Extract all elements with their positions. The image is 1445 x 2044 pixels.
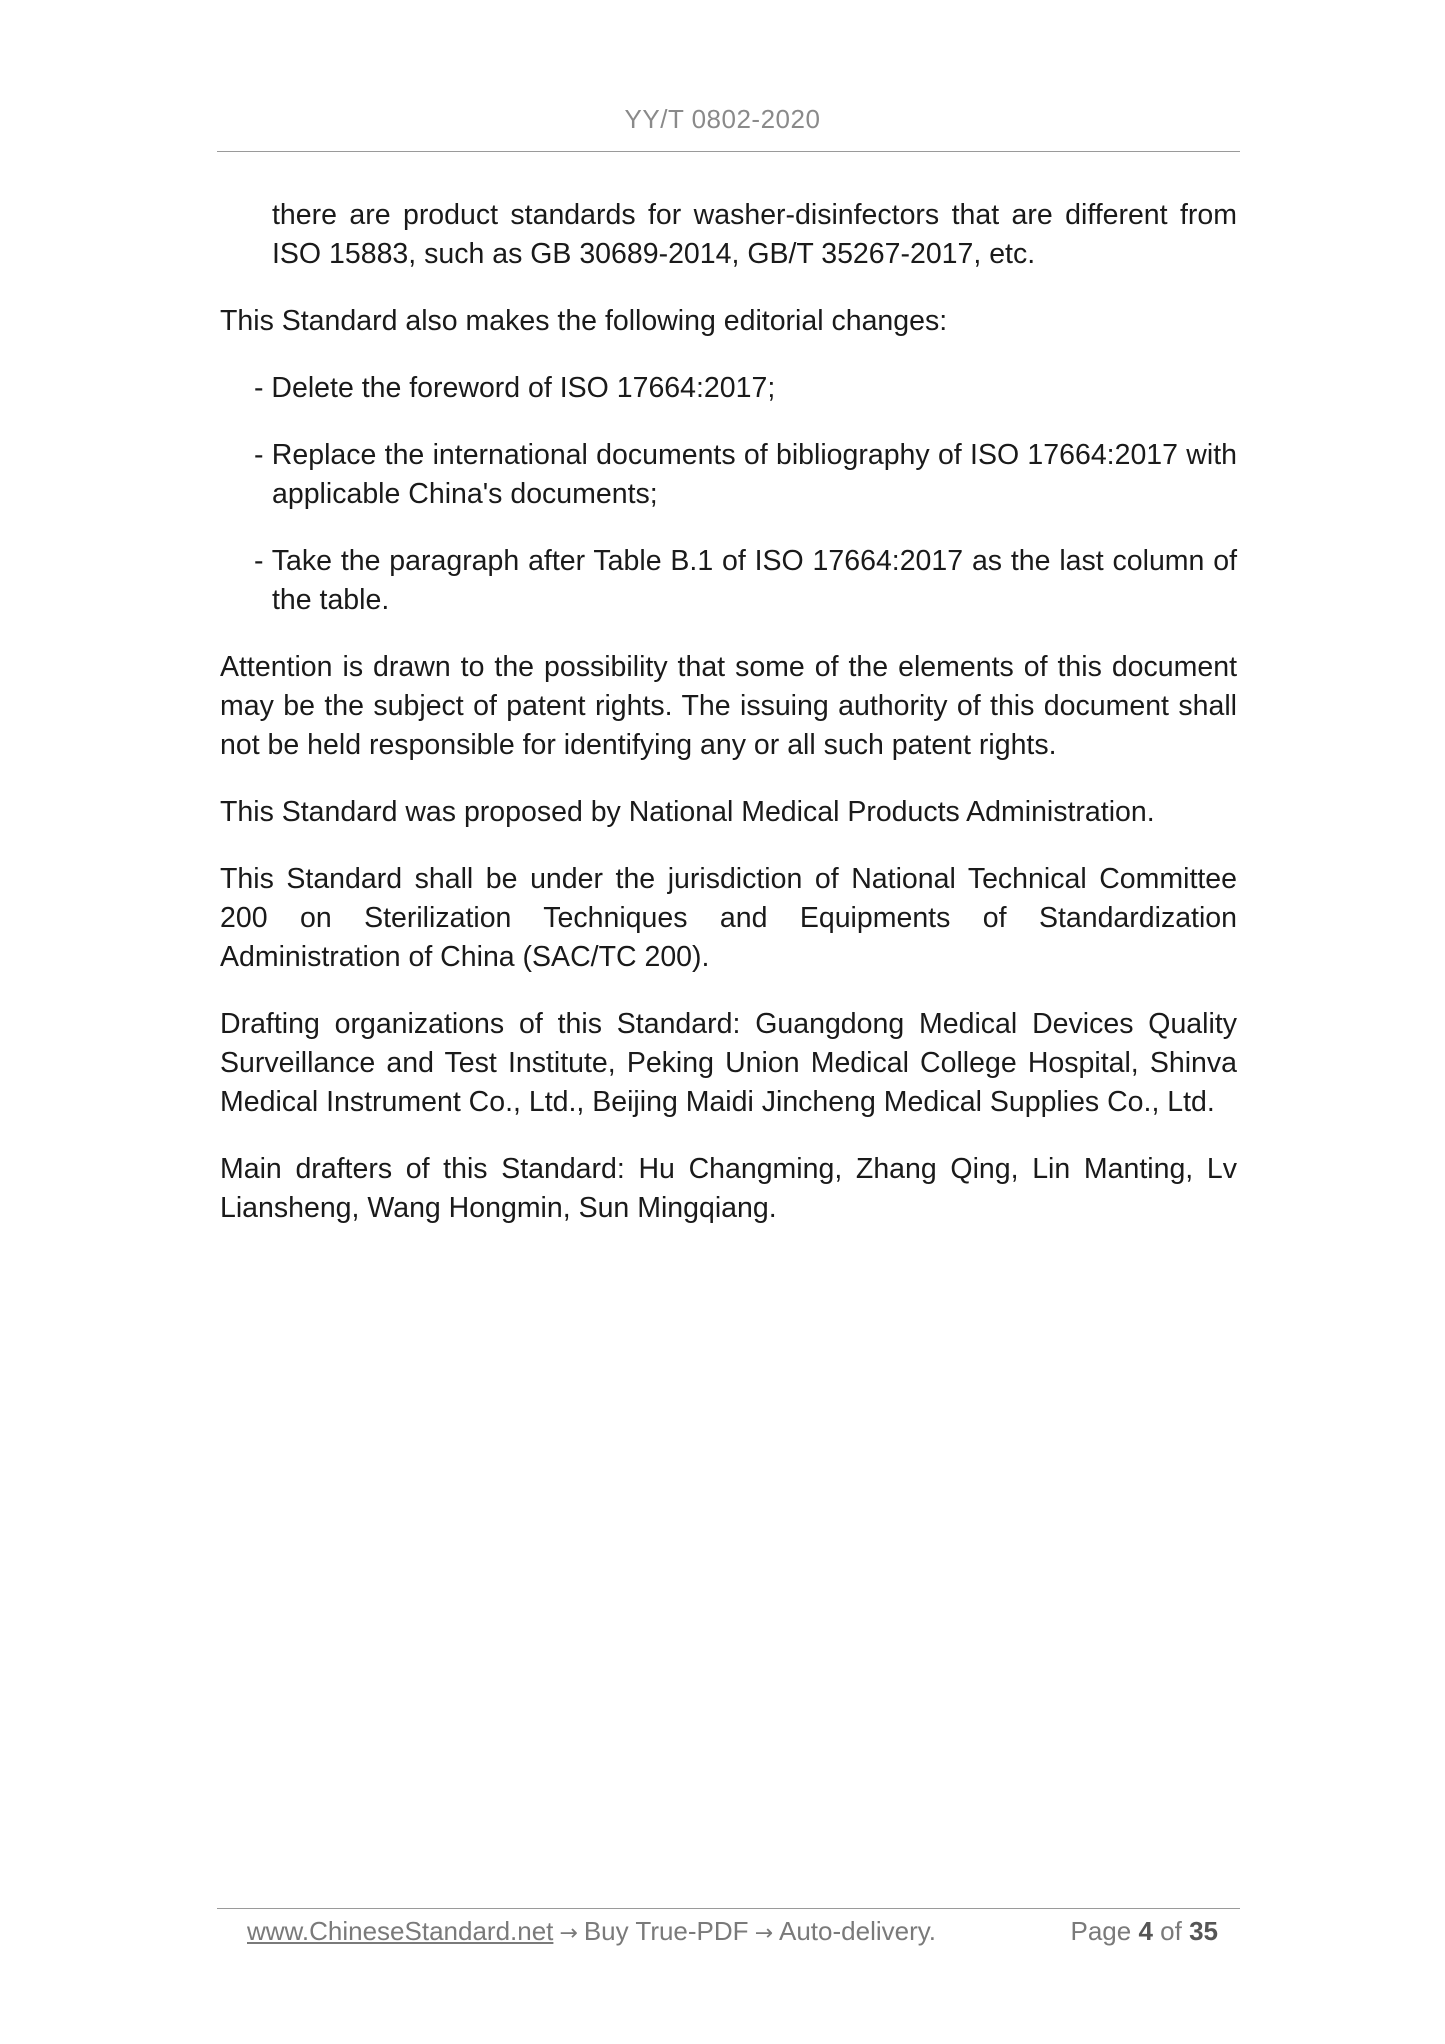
website-link[interactable]: www.ChineseStandard.net (247, 1916, 554, 1946)
page-label: Page (1070, 1916, 1132, 1946)
page-indicator (1070, 1913, 1218, 1949)
document-body (220, 196, 1237, 1256)
paragraph-continuation: there are product standards for washer-disinfectors that are different from ISO 15883, such as GB 30689-2014, GB/T 35267-2017, etc. (272, 199, 1237, 270)
list-item-table-column: - Take the paragraph after Table B.1 of ISO 17664:2017 as the last column of the table. (254, 545, 1237, 616)
document-code: YY/T 0802-2020 (624, 104, 821, 134)
page-total: 35 (1189, 1916, 1218, 1946)
header-divider (217, 151, 1240, 152)
buy-true-pdf-text: Buy True-PDF (583, 1916, 749, 1946)
right-arrow-icon: → (754, 1921, 773, 1946)
paragraph-jurisdiction: This Standard shall be under the jurisdiction of National Technical Committee 200 on Sterilization Techniques and Equipments of Standardization Administration of China (SAC/TC 200). (220, 863, 1237, 973)
paragraph-drafting-organizations: Drafting organizations of this Standard: Guangdong Medical Devices Quality Surveillance and Test Institute, Peking Union Medical College Hospital, Shinva Medical Instrument Co., Ltd., Beijing Maidi Jincheng Medical Supplies Co., Ltd. (220, 1008, 1237, 1118)
list-item-replace-bibliography: - Replace the international documents of bibliography of ISO 17664:2017 with applicable China's documents; (254, 439, 1237, 510)
of-label: of (1160, 1916, 1182, 1946)
page-footer (247, 1913, 1222, 1952)
paragraph-editorial-intro: This Standard also makes the following editorial changes: (220, 305, 948, 337)
right-arrow-icon: → (559, 1921, 578, 1946)
auto-delivery-text: Auto-delivery. (779, 1916, 937, 1946)
paragraph-main-drafters: Main drafters of this Standard: Hu Changming, Zhang Qing, Lin Manting, Lv Liansheng, Wang Hongmin, Sun Mingqiang. (220, 1153, 1237, 1224)
footer-divider (217, 1908, 1240, 1909)
running-header (0, 104, 1445, 135)
paragraph-patent-notice: Attention is drawn to the possibility that some of the elements of this document may be the subject of patent rights. The issuing authority of this document shall not be held responsible for identifying any or all such patent rights. (220, 651, 1237, 761)
paragraph-proposed-by: This Standard was proposed by National Medical Products Administration. (220, 796, 1155, 828)
page-number: 4 (1138, 1916, 1153, 1946)
list-item-delete-foreword: - Delete the foreword of ISO 17664:2017; (254, 372, 776, 404)
